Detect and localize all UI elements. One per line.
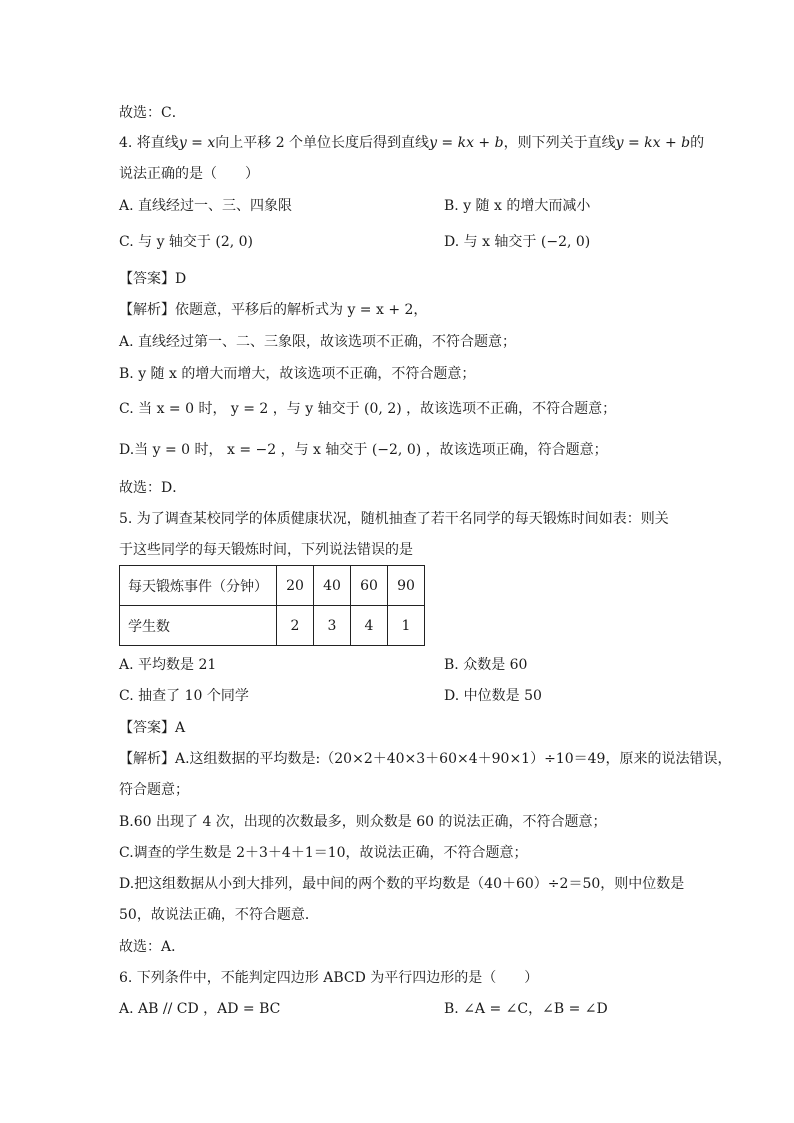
explanation-5-f: 50，故说法正确，不符合题意． bbox=[119, 907, 319, 923]
q4-option-d: D. 与 x 轴交于 (−2, 0) bbox=[444, 234, 591, 250]
q5-option-b: B. 众数是 60 bbox=[444, 657, 528, 673]
question-4-line-2: 说法正确的是（ ） bbox=[119, 166, 259, 182]
q4-text-c: ，则下列关于直线 bbox=[503, 135, 616, 151]
q5-option-c: C. 抽查了 10 个同学 bbox=[119, 688, 249, 704]
explanation-5-c: B.60 出现了 4 次，出现的次数最多，则众数是 60 的说法正确，不符合题意； bbox=[119, 814, 607, 830]
q4-option-b: B. y 随 x 的增大而减小 bbox=[444, 198, 591, 214]
q5-option-a: A. 平均数是 21 bbox=[119, 657, 217, 673]
q5-option-d: D. 中位数是 50 bbox=[444, 688, 542, 704]
table-cell: 90 bbox=[388, 566, 425, 606]
explanation-4-d: C. 当 x = 0 时， y = 2 ，与 y 轴交于 (0, 2) ，故该选项不正确，不符合题意； bbox=[119, 401, 617, 417]
answer-select-5: 故选：A． bbox=[119, 939, 186, 955]
answer-select-4: 故选：D． bbox=[119, 480, 187, 496]
table-cell: 4 bbox=[351, 606, 388, 646]
q6-option-a: A. AB // CD ，AD = BC bbox=[119, 1001, 281, 1017]
answer-5: 【答案】A bbox=[119, 720, 186, 736]
q4-option-c: C. 与 y 轴交于 (2, 0) bbox=[119, 234, 254, 250]
question-6: 6. 下列条件中，不能判定四边形 ABCD 为平行四边形的是（ ） bbox=[119, 970, 539, 986]
q4-eq-2: y = kx + b bbox=[429, 135, 504, 151]
explanation-5-d: C.调查的学生数是 2＋3＋4＋1＝10，故说法正确，不符合题意； bbox=[119, 845, 528, 861]
q4-text-a: 4. 将直线 bbox=[119, 135, 179, 151]
q4-text-d: 的 bbox=[690, 135, 705, 151]
table-row bbox=[120, 566, 425, 606]
explanation-5-a: 【解析】A.这组数据的平均数是:（20×2＋40×3＋60×4＋90×1）÷10＝49，原来的说法错误， bbox=[119, 751, 732, 767]
table-cell: 20 bbox=[277, 566, 314, 606]
explanation-5-b: 符合题意； bbox=[119, 782, 189, 798]
exercise-time-table bbox=[119, 565, 425, 646]
explanation-4-e: D.当 y = 0 时， x = −2 ，与 x 轴交于 (−2, 0) ，故该选项正确，符合题意； bbox=[119, 442, 608, 458]
table-cell: 60 bbox=[351, 566, 388, 606]
q6-option-b: B. ∠A = ∠C，∠B = ∠D bbox=[444, 1001, 608, 1017]
table-header-cell: 每天锻炼事件（分钟） bbox=[120, 566, 277, 606]
table-cell: 3 bbox=[314, 606, 351, 646]
q4-eq-1: y = x bbox=[178, 135, 216, 151]
explanation-4-c: B. y 随 x 的增大而增大，故该选项不正确，不符合题意； bbox=[119, 366, 476, 382]
table-cell: 1 bbox=[388, 606, 425, 646]
answer-4: 【答案】D bbox=[119, 271, 187, 287]
explanation-4-b: A. 直线经过第一、二、三象限，故该选项不正确，不符合题意； bbox=[119, 334, 517, 350]
question-4-line-1 bbox=[119, 133, 704, 153]
explanation-5-e: D.把这组数据从小到大排列，最中间的两个数的平均数是（40＋60）÷2＝50，则中位数是 bbox=[119, 876, 685, 892]
table-cell: 2 bbox=[277, 606, 314, 646]
answer-select-3: 故选：C． bbox=[119, 105, 186, 121]
question-5-line-2: 于这些同学的每天锻炼时间，下列说法错误的是 bbox=[119, 542, 413, 558]
question-5-line-1: 5. 为了调查某校同学的体质健康状况，随机抽查了若干名同学的每天锻炼时间如表：则关 bbox=[119, 511, 669, 527]
q4-text-b: 向上平移 2 个单位长度后得到直线 bbox=[215, 135, 430, 151]
q4-eq-3: y = kx + b bbox=[615, 135, 691, 151]
table-cell: 40 bbox=[314, 566, 351, 606]
q4-option-a: A. 直线经过一、三、四象限 bbox=[119, 198, 293, 214]
table-header-cell: 学生数 bbox=[120, 606, 277, 646]
explanation-4-a: 【解析】依题意，平移后的解析式为 y = x + 2， bbox=[119, 302, 428, 318]
table-row bbox=[120, 606, 425, 646]
